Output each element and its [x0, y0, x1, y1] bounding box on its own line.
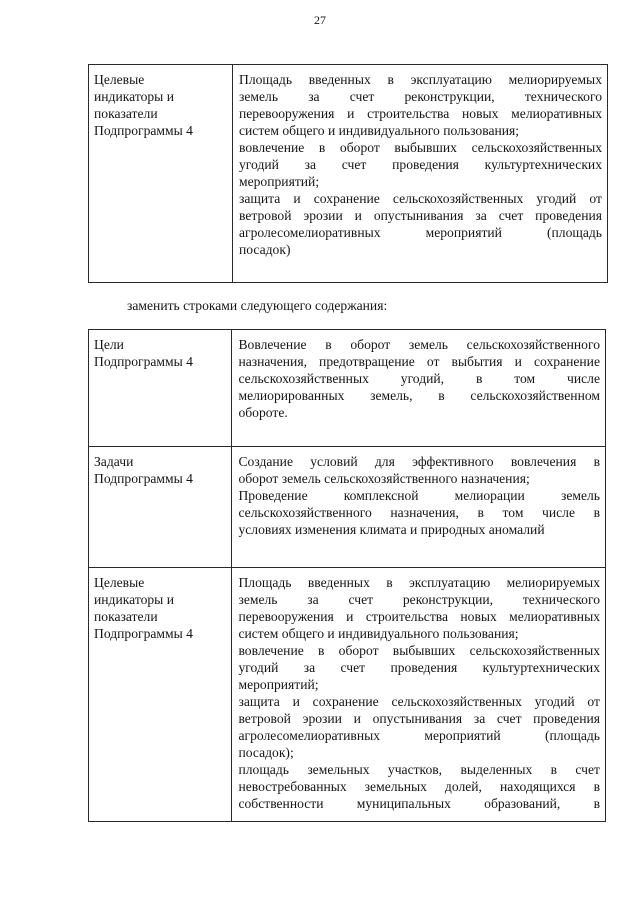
cell-line: оборот земель сельскохозяйственного назначения; — [238, 471, 530, 486]
cell-line: ветровой эрозии и опустынивания за счет проведения — [239, 208, 602, 223]
cell-line: индикаторы и — [94, 592, 174, 607]
cell-line: посадок); — [238, 745, 294, 760]
cell-line: перевооружения и строительства новых мелиоративных — [239, 106, 602, 121]
cell-line: Площадь введенных в эксплуатацию мелиорируемых — [239, 72, 602, 87]
goals-content-cell — [232, 330, 605, 446]
cell-line: Площадь введенных в эксплуатацию мелиорируемых — [238, 575, 600, 590]
cell-line: сельскохозяйственных угодий, в том числе — [238, 371, 600, 386]
cell-line: Подпрограммы 4 — [94, 354, 193, 369]
cell-line: защита и сохранение сельскохозяйственных угодий от — [239, 191, 602, 206]
cell-line: мероприятий; — [238, 677, 319, 692]
cell-line: площадь земельных участков, выделенных в счет — [238, 762, 600, 777]
cell-line: агролесомелиоративных мероприятий (площадь — [238, 728, 600, 743]
cell-line: посадок) — [239, 242, 291, 257]
cell-line: обороте. — [238, 405, 288, 420]
cell-line: мероприятий; — [239, 174, 320, 189]
replace-note: заменить строками следующего содержания: — [127, 298, 388, 313]
cell-line: невостребованных земельных долей, находящихся в — [238, 779, 600, 794]
cell-line: Целевые — [94, 575, 145, 590]
goals-row — [89, 330, 605, 447]
page-number: 27 — [314, 13, 326, 27]
cell-line: показатели — [94, 106, 158, 121]
cell-line: Подпрограммы 4 — [94, 471, 193, 486]
cell-line: Создание условий для эффективного вовлечения в — [238, 454, 600, 469]
cell-line: мелиорированных земель, в сельскохозяйственном — [238, 388, 600, 403]
goals-label-cell — [89, 330, 232, 446]
cell-line: Подпрограммы 4 — [94, 123, 193, 138]
cell-line: сельскохозяйственного назначения, в том числе в — [238, 505, 600, 520]
cell-line: вовлечение в оборот выбывших сельскохозяйственных — [238, 643, 600, 658]
old-indicators-table — [88, 64, 608, 283]
cell-line: земель за счет реконструкции, технического — [239, 89, 602, 104]
tasks-row — [89, 447, 605, 568]
cell-line: угодий за счет проведения культуртехнических — [238, 660, 600, 675]
cell-line: агролесомелиоративных мероприятий (площадь — [239, 225, 602, 240]
indicators-label-cell — [89, 568, 232, 821]
cell-line: перевооружения и строительства новых мелиоративных — [238, 609, 600, 624]
cell-line: ветровой эрозии и опустынивания за счет проведения — [238, 711, 600, 726]
cell-line: Целевые — [94, 72, 145, 87]
cell-line: Вовлечение в оборот земель сельскохозяйственного — [238, 337, 600, 352]
cell-line: защита и сохранение сельскохозяйственных угодий от — [238, 694, 600, 709]
tasks-content-cell — [232, 447, 605, 567]
tasks-label-cell — [89, 447, 232, 567]
cell-line: индикаторы и — [94, 89, 174, 104]
cell-line: Проведение комплексной мелиорации земель — [238, 488, 600, 503]
cell-line: показатели — [94, 609, 158, 624]
cell-line: Цели — [94, 337, 124, 352]
cell-line: Задачи — [94, 454, 134, 469]
cell-line: вовлечение в оборот выбывших сельскохозяйственных — [239, 140, 602, 155]
cell-line: систем общего и индивидуального пользования; — [239, 123, 520, 138]
cell-line: назначения, предотвращение от выбытия и сохранение — [238, 354, 600, 369]
indicators-row — [89, 568, 605, 821]
old-indicators-content-cell — [233, 65, 607, 282]
new-subprogram-table — [88, 329, 606, 822]
cell-line: собственности муниципальных образований, в — [238, 796, 600, 811]
indicators-content-cell — [232, 568, 605, 821]
cell-line: земель за счет реконструкции, технического — [238, 592, 600, 607]
cell-line: систем общего и индивидуального пользования; — [238, 626, 519, 641]
cell-line: Подпрограммы 4 — [94, 626, 193, 641]
cell-line: угодий за счет проведения культуртехнических — [239, 157, 602, 172]
old-indicators-label-cell — [89, 65, 233, 282]
cell-line: условиях изменения климата и природных аномалий — [238, 522, 545, 537]
